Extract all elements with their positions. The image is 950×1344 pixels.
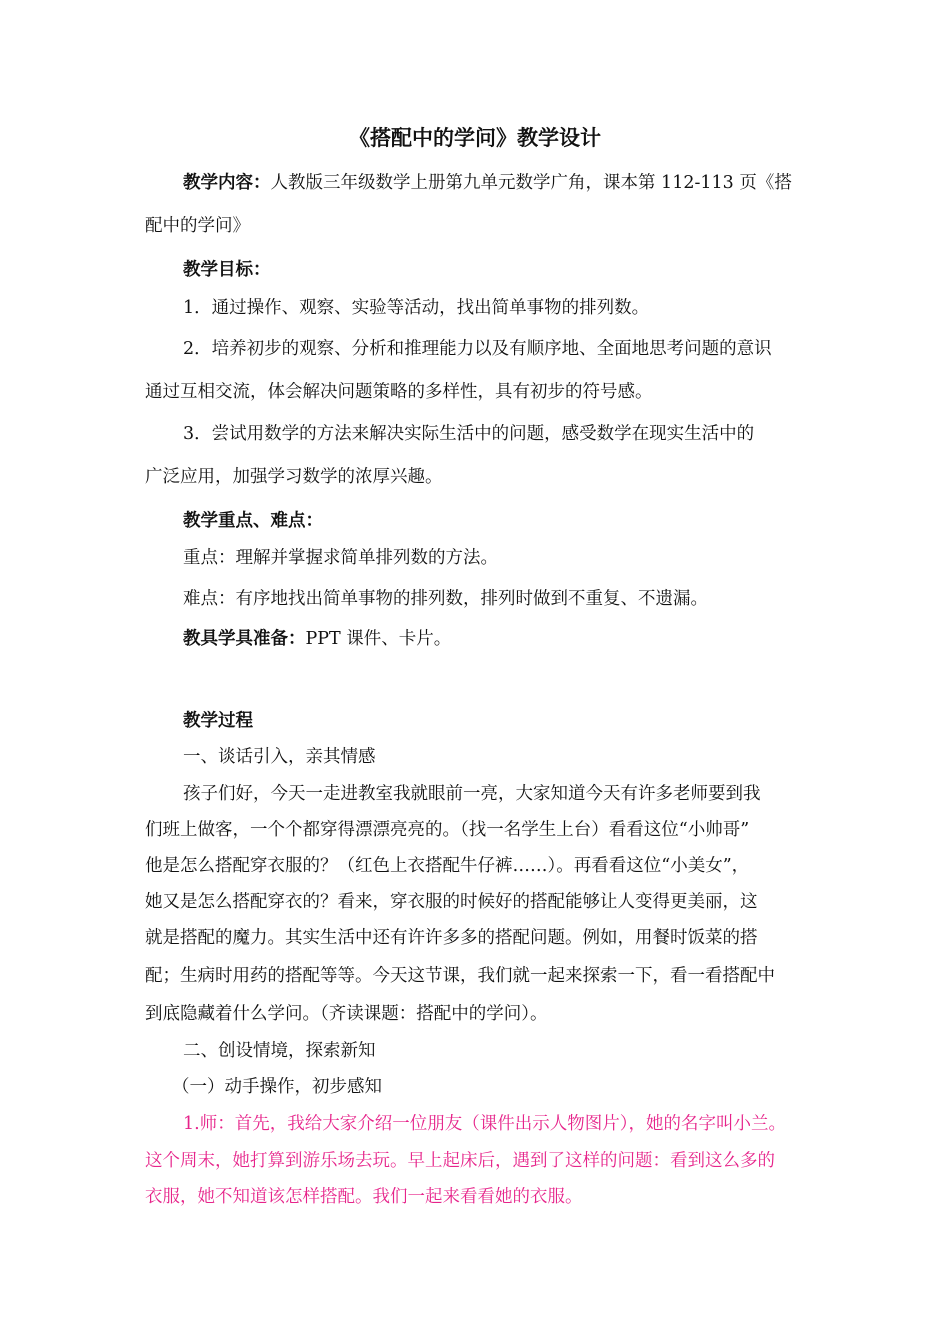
document-title: 《搭配中的学问》教学设计 <box>349 125 601 150</box>
highlighted-paragraph-line: 衣服，她不知道该怎样搭配。我们一起来看看她的衣服。 <box>145 1187 583 1207</box>
materials-label: 教具学具准备： <box>183 629 306 649</box>
content-line-2: 配中的学问》 <box>145 216 250 236</box>
keypoints-heading: 教学重点、难点： <box>183 511 323 531</box>
objective-3-line-2: 广泛应用，加强学习数学的浓厚兴趣。 <box>145 467 443 487</box>
content-line-1 <box>183 169 792 194</box>
intro-paragraph-line: 她又是怎么搭配穿衣的？看来，穿衣服的时候好的搭配能够让人变得更美丽，这 <box>145 892 758 912</box>
highlighted-paragraph-line: 这个周末，她打算到游乐场去玩。早上起床后，遇到了这样的问题：看到这么多的 <box>145 1151 775 1171</box>
subsection-2-1-heading: （一）动手操作，初步感知 <box>172 1077 382 1097</box>
objective-2-line-2: 通过互相交流，体会解决问题策略的多样性，具有初步的符号感。 <box>145 382 653 402</box>
section-1-heading: 一、谈话引入，亲其情感 <box>183 747 376 767</box>
content-label: 教学内容： <box>183 173 271 193</box>
intro-paragraph-line: 配；生病时用药的搭配等等。今天这节课，我们就一起来探索一下，看一看搭配中 <box>145 966 775 986</box>
section-2-heading: 二、创设情境，探索新知 <box>183 1041 376 1061</box>
intro-paragraph-line: 就是搭配的魔力。其实生活中还有许许多多的搭配问题。例如，用餐时饭菜的搭 <box>145 928 758 948</box>
intro-paragraph-line: 孩子们好，今天一走进教室我就眼前一亮，大家知道今天有许多老师要到我 <box>183 784 761 804</box>
highlighted-paragraph-line: 1.师：首先，我给大家介绍一位朋友（课件出示人物图片），她的名字叫小兰。 <box>183 1114 786 1134</box>
objective-3-line-1: 3．尝试用数学的方法来解决实际生活中的问题，感受数学在现实生活中的 <box>183 424 755 444</box>
objective-1: 1．通过操作、观察、实验等活动，找出简单事物的排列数。 <box>183 298 650 318</box>
intro-paragraph-line: 们班上做客，一个个都穿得漂漂亮亮的。（找一名学生上台）看看这位“小帅哥” <box>145 820 750 840</box>
key-point: 重点：理解并掌握求简单排列数的方法。 <box>183 548 498 568</box>
objective-2-line-1: 2．培养初步的观察、分析和推理能力以及有顺序地、全面地思考问题的意识 <box>183 339 772 359</box>
materials-text: PPT 课件、卡片。 <box>305 629 452 649</box>
difficulty-point: 难点：有序地找出简单事物的排列数，排列时做到不重复、不遗漏。 <box>183 589 708 609</box>
intro-paragraph-line: 他是怎么搭配穿衣服的？（红色上衣搭配牛仔裤……）。再看看这位“小美女”， <box>145 856 750 876</box>
content-text: 人教版三年级数学上册第九单元数学广角，课本第 112-113 页《搭 <box>270 173 792 193</box>
objectives-heading: 教学目标： <box>183 260 271 280</box>
process-heading: 教学过程 <box>183 711 253 731</box>
materials-line <box>183 625 451 650</box>
intro-paragraph-line: 到底隐藏着什么学问。（齐读课题：搭配中的学问）。 <box>145 1004 548 1024</box>
